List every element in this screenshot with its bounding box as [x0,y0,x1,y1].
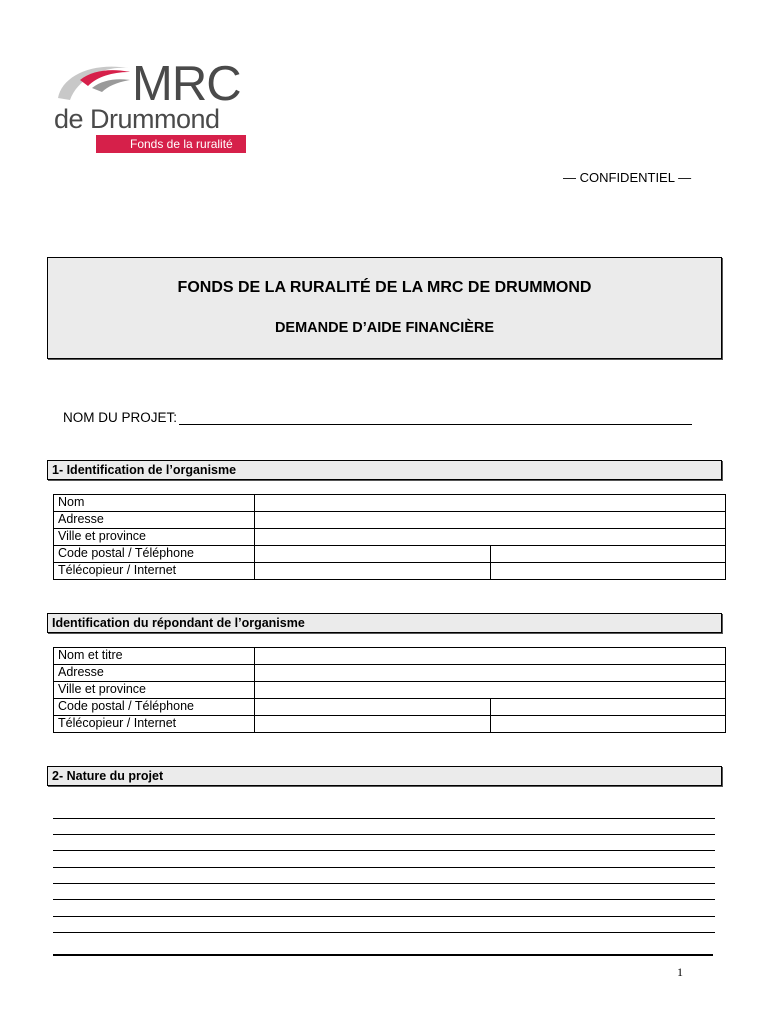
row-label: Nom et titre [54,648,255,665]
row-label: Télécopieur / Internet [54,563,255,580]
footer-rule [53,954,713,956]
writing-line[interactable] [53,899,715,900]
respondent-section-heading: Identification du répondant de l’organisme [47,613,722,633]
row-label: Code postal / Téléphone [54,699,255,716]
input-cell[interactable] [255,563,491,580]
table-row [54,665,726,682]
row-label: Code postal / Téléphone [54,546,255,563]
form-title: FONDS DE LA RURALITÉ DE LA MRC DE DRUMMOND [177,279,592,296]
row-label: Nom [54,495,255,512]
writing-line[interactable] [53,850,715,851]
input-cell[interactable] [255,648,726,665]
table-row [54,716,726,733]
row-label: Adresse [54,665,255,682]
logo-swoosh-icon [52,58,132,108]
input-cell[interactable] [255,665,726,682]
writing-line[interactable] [53,867,715,868]
table-row [54,546,726,563]
writing-line[interactable] [53,916,715,917]
row-label: Adresse [54,512,255,529]
section-1-heading: 1- Identification de l’organisme [47,460,722,480]
input-cell[interactable] [491,716,726,733]
project-name-field[interactable] [63,410,692,425]
table-row [54,563,726,580]
title-box [47,257,722,359]
writing-line[interactable] [53,883,715,884]
project-name-label: NOM DU PROJET: [63,410,178,425]
logo-de-drummond-text: de Drummond [54,104,220,134]
writing-line[interactable] [53,932,715,933]
input-cell[interactable] [255,546,491,563]
writing-line[interactable] [53,834,715,835]
input-cell[interactable] [255,699,491,716]
table-row [54,529,726,546]
section-2-heading: 2- Nature du projet [47,766,722,786]
table-row [54,699,726,716]
mrc-drummond-logo [52,58,252,154]
confidential-label: — CONFIDENTIEL — [563,170,692,185]
writing-line[interactable] [53,818,715,819]
table-row [54,512,726,529]
row-label: Ville et province [54,682,255,699]
respondent-table [53,647,726,733]
input-cell[interactable] [491,546,726,563]
input-cell[interactable] [255,682,726,699]
table-row [54,648,726,665]
input-cell[interactable] [255,512,726,529]
logo-mrc-text: MRC [132,57,241,111]
input-cell[interactable] [255,529,726,546]
row-label: Ville et province [54,529,255,546]
project-name-blank[interactable] [179,410,692,425]
form-subtitle: DEMANDE D’AIDE FINANCIÈRE [274,320,495,336]
input-cell[interactable] [491,563,726,580]
page-number: 1 [677,965,683,979]
row-label: Télécopieur / Internet [54,716,255,733]
organization-table [53,494,726,580]
table-row [54,682,726,699]
input-cell[interactable] [255,716,491,733]
input-cell[interactable] [255,495,726,512]
table-row [54,495,726,512]
input-cell[interactable] [491,699,726,716]
logo-band: Fonds de la ruralité [96,135,246,153]
